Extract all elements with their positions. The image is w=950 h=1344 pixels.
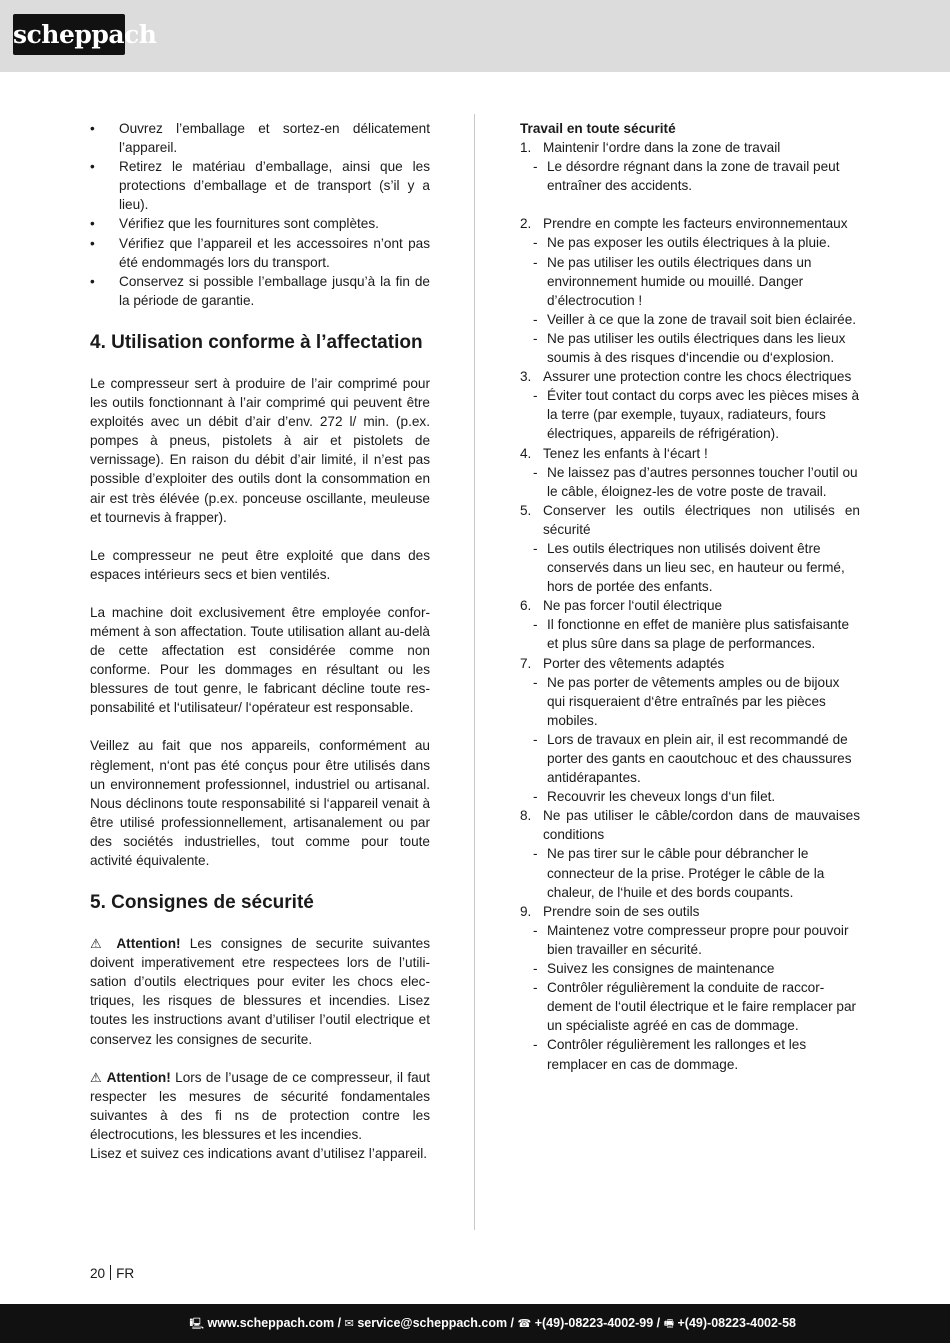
rule-detail: [520, 310, 860, 329]
rule-detail-text: Suivez les consignes de maintenance: [547, 961, 775, 977]
section-4-body: [90, 374, 430, 870]
safety-rule: [520, 138, 860, 157]
safety-rule: [520, 367, 860, 386]
warning-label: Attention!: [116, 936, 181, 952]
bullet-text: Vérifiez que les fournitures sont complètes.: [119, 216, 379, 232]
page-number-value: 20: [90, 1266, 106, 1281]
rule-detail-text: Ne laissez pas d’autres personnes toucher l’outil ou le câble, éloignez-les de votre poste de travail.: [547, 464, 858, 499]
warning-2-text: Lors de l’usage de ce compresseur, il faut respecter les mesures de sécurité fondamentales suivantes à des fi ns de protection contre les électrocutions, les blessures et les incendies.: [90, 1069, 430, 1142]
dash-marker: -: [533, 846, 538, 862]
rule-detail-text: Éviter tout contact du corps avec les pièces mises à la terre (par exemple, tuyaux, radiateurs, fours électriques, appareils de réfrigération).: [547, 388, 860, 442]
right-column: [520, 119, 860, 1074]
warning-1-text: Les consignes de securite suivantes doivent imperativement etre respectees lors de l’utilisation d’outils electriques pour eviter les chocs electriques, les risques de blessures et incendies. Lisez toutes les instructions avant d’utiliser l’outil electrique et conservez les consignes de securite.: [90, 936, 430, 1047]
rule-detail: [520, 386, 860, 443]
safety-rule: [520, 596, 860, 615]
rule-detail: [520, 1035, 860, 1073]
page-separator: [110, 1265, 111, 1280]
rule-title: Ne pas forcer l‘outil électrique: [543, 598, 723, 614]
footer-bar: [0, 1304, 950, 1343]
header-bar: [0, 0, 950, 72]
rule-number: 3.: [520, 369, 532, 385]
rule-detail: [520, 844, 860, 901]
fax-icon: 🖷: [663, 1318, 675, 1330]
bullet-text: Vérifiez que l’appareil et les accessoires n’ont pas été endommagés lors du transport.: [119, 235, 430, 270]
safety-rule: [520, 444, 860, 463]
rule-detail: [520, 463, 860, 501]
bullet-item: [90, 119, 430, 157]
safety-rules-list: [520, 138, 860, 1074]
fax-number: +(49)-08223-4002-58: [677, 1316, 796, 1330]
rule-detail: [520, 673, 860, 730]
mail-icon: ✉: [344, 1318, 354, 1330]
rule-detail-text: Le désordre régnant dans la zone de travail peut entraîner des accidents.: [547, 159, 840, 194]
rule-detail-text: Contrôler régulièrement la conduite de raccordement de l‘outil électrique et le faire remplacer par un spécialiste agréé en cas de dommage.: [547, 980, 857, 1034]
safety-rule: [520, 902, 860, 921]
rule-detail-text: Ne pas tirer sur le câble pour débrancher le connecteur de la prise. Protéger le câble de la chaleur, de l‘huile et des bords coupants.: [547, 846, 825, 900]
dash-marker: -: [533, 540, 538, 556]
rule-detail-text: Il fonctionne en effet de manière plus satisfaisante et plus sûre dans sa plage de performances.: [547, 617, 850, 652]
rule-title: Maintenir l‘ordre dans la zone de travail: [543, 140, 781, 156]
warning-triangle-icon: ⚠: [90, 1069, 103, 1085]
rule-detail: [520, 921, 860, 959]
page-number: [90, 1265, 134, 1281]
rule-number: 6.: [520, 598, 532, 614]
bullet-dot: •: [90, 235, 95, 251]
bullet-text: Ouvrez l’emballage et sortez-en délicatement l’appareil.: [119, 121, 430, 156]
bullet-dot: •: [90, 121, 95, 136]
dash-marker: -: [533, 464, 538, 480]
rule-detail: [520, 329, 860, 367]
bullet-dot: •: [90, 273, 95, 289]
dash-marker: -: [533, 330, 538, 346]
rule-detail: [520, 787, 860, 806]
safety-rule: [520, 501, 860, 539]
dash-marker: -: [533, 980, 538, 996]
dash-marker: -: [533, 617, 538, 633]
dash-marker: -: [533, 922, 538, 938]
rule-title: Assurer une protection contre les chocs électriques: [543, 369, 852, 385]
dash-marker: -: [533, 731, 538, 747]
rule-number: 4.: [520, 445, 532, 461]
warning-paragraph-2: [90, 1068, 430, 1144]
dash-marker: -: [533, 1037, 538, 1053]
column-divider: [474, 114, 475, 1230]
rule-detail: [520, 233, 860, 252]
bullet-item: [90, 272, 430, 310]
rule-detail: [520, 730, 860, 787]
safe-work-title: Travail en toute sécurité: [520, 121, 676, 136]
warning-2-followup: Lisez et suivez ces indications avant d’utilisez l’appareil.: [90, 1146, 427, 1162]
bullet-item: [90, 157, 430, 214]
section-4-title: 4. Utilisation conforme à l’affectation: [90, 331, 423, 353]
warning-label: Attention!: [106, 1069, 171, 1085]
dash-marker: -: [533, 789, 538, 805]
rule-detail-text: Ne pas exposer les outils électriques à la pluie.: [547, 235, 831, 251]
dash-marker: -: [533, 961, 538, 977]
bullet-item: [90, 214, 430, 233]
rule-detail-text: Contrôler régulièrement les rallonges et les remplacer en cas de dommage.: [547, 1037, 807, 1072]
rule-detail: [520, 539, 860, 596]
rule-title: Tenez les enfants à l‘écart !: [543, 445, 708, 461]
rule-number: 8.: [520, 808, 532, 824]
rule-detail-text: Les outils électriques non utilisés doivent être conservés dans un lieu sec, en hauteur ou fermé, hors de portée des enfants.: [547, 540, 845, 595]
warning-triangle-icon: ⚠: [90, 936, 108, 952]
rule-title: Porter des vêtements adaptés: [543, 655, 725, 671]
section-4-paragraph: La machine doit exclusivement être employée conformément à son affectation. Toute utilisation allant au-delà de cette affectation est considérée comme non conforme. Pour les dommages en résultant ou les blessures de tout genre, le fabricant décline toute responsabilité et l‘utilisateur/ l‘opérateur est responsable.: [90, 604, 430, 716]
rule-title: Ne pas utiliser le câble/cordon dans de mauvaises conditions: [543, 808, 860, 843]
rule-detail-text: Ne pas utiliser les outils électriques dans un environnement humide ou mouillé. Danger d’électrocution !: [547, 254, 812, 308]
bullet-text: Retirez le matériau d’emballage, ainsi que les protections d’emballage et de transport (s’il y a lieu).: [119, 159, 430, 213]
dash-marker: -: [533, 674, 538, 690]
rule-detail-text: Recouvrir les cheveux longs d‘un filet.: [547, 789, 776, 805]
dash-marker: -: [533, 388, 538, 404]
rule-detail: [520, 615, 860, 653]
warning-paragraph-1: [90, 934, 430, 1049]
safety-rule: [520, 654, 860, 673]
rule-title: Conserver les outils électriques non utilisés en sécurité: [543, 502, 860, 537]
bullet-dot: •: [90, 216, 95, 232]
email-link[interactable]: service@scheppach.com /: [357, 1316, 515, 1330]
spacer: [520, 195, 860, 214]
rule-number: 1.: [520, 140, 532, 156]
website-link[interactable]: www.scheppach.com /: [207, 1316, 342, 1330]
unpacking-list: [90, 119, 430, 310]
rule-detail-text: Ne pas porter de vêtements amples ou de bijoux qui risqueraient d‘être entraînés par les pièces mobiles.: [547, 674, 840, 728]
rule-detail: [520, 253, 860, 310]
brand-logo: scheppach: [13, 14, 125, 55]
section-4-paragraph: Le compresseur sert à produire de l’air comprimé pour les outils fonctionnant à l’air comprimé qui peuvent être exploités avec un débit d’air d’env. 272 l/ min. (p.ex. pompes à pneus, pistolets à air et pistolets de vernissage). En raison du débit d’air limité, il n’est pas possible d’exploiter des outils dont la consommation en air est très élévée (p.ex. ponceuse oscillante, meuleuse et tournevis à frapper).: [90, 375, 430, 525]
dash-marker: -: [533, 235, 538, 251]
rule-detail: [520, 959, 860, 978]
rule-number: 2.: [520, 216, 532, 232]
phone-icon: ☎: [517, 1318, 532, 1330]
safety-rule: [520, 806, 860, 844]
bullet-text: Conservez si possible l’emballage jusqu’à la fin de la période de garantie.: [119, 273, 430, 308]
rule-number: 9.: [520, 903, 532, 919]
phone-number: +(49)-08223-4002-99 /: [534, 1316, 661, 1330]
dash-marker: -: [533, 254, 538, 270]
page-language: FR: [116, 1266, 135, 1281]
bullet-item: [90, 234, 430, 272]
rule-number: 7.: [520, 655, 532, 671]
section-5-title: 5. Consignes de sécurité: [90, 892, 314, 914]
section-4-paragraph: Le compresseur ne peut être exploité que dans des espaces intérieurs secs et bien ventilés.: [90, 547, 430, 582]
rule-detail: [520, 978, 860, 1035]
rule-detail-text: Maintenez votre compresseur propre pour pouvoir bien travailler en sécurité.: [547, 922, 849, 957]
rule-title: Prendre en compte les facteurs environnementaux: [543, 216, 848, 232]
rule-detail-text: Veiller à ce que la zone de travail soit bien éclairée.: [547, 311, 857, 327]
left-column: [90, 119, 430, 1163]
contact-line: [189, 1304, 796, 1344]
rule-detail-text: Ne pas utiliser les outils électriques dans les lieux soumis à des risques d‘incendie ou d‘explosion.: [547, 330, 846, 366]
rule-number: 5.: [520, 502, 532, 518]
dash-marker: -: [533, 159, 538, 175]
bullet-dot: •: [90, 159, 95, 175]
section-4-paragraph: Veillez au fait que nos appareils, conformément au règlement, n‘ont pas été conçus pour être utilisés dans un environnement professionnel, industriel ou artisanal. Nous déclinons toute responsabilité si l‘appareil venait à être utilisé professionnellement, artisanalement ou par des sociétés industrielles, tout comme pour toute activité équivalente.: [90, 738, 430, 868]
rule-title: Prendre soin de ses outils: [543, 903, 700, 919]
dash-marker: -: [533, 311, 538, 327]
rule-detail: [520, 157, 860, 195]
safety-rule: [520, 214, 860, 233]
computer-icon: 🖳: [189, 1318, 205, 1330]
rule-detail-text: Lors de travaux en plein air, il est recommandé de porter des gants en caoutchouc et des chaussures antidérapantes.: [547, 731, 852, 786]
